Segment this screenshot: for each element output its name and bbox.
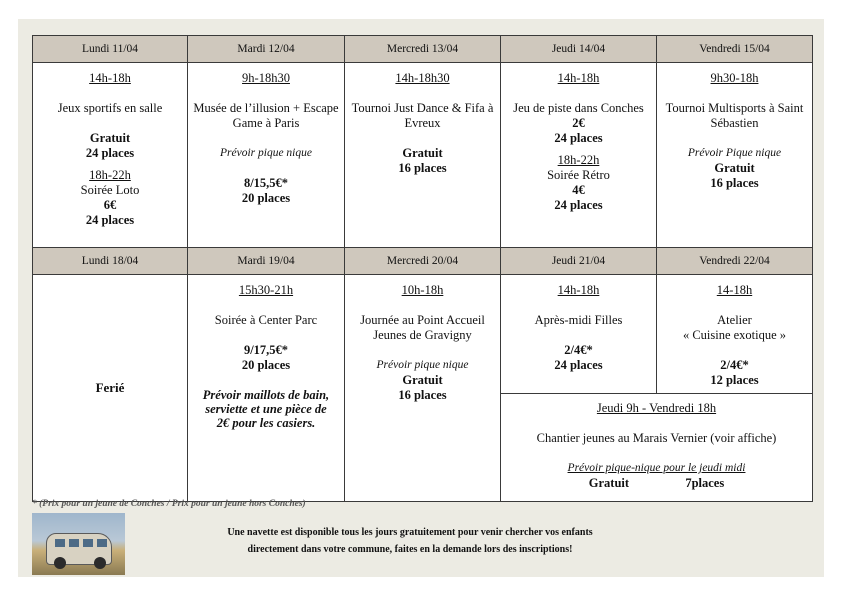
activity-time: 14h-18h30 — [395, 71, 450, 85]
activity-time: 18h-22h — [89, 168, 131, 182]
van-photo — [32, 513, 125, 575]
activity-price: 6€ — [103, 198, 117, 212]
activity-title: Jeux sportifs en salle — [57, 101, 163, 115]
header-day: Jeudi 21/04 — [501, 248, 657, 275]
activity-cell-tue-19 — [188, 275, 345, 502]
header-day: Mardi 19/04 — [188, 248, 345, 275]
activity-title: Tournoi Multisports à Saint Sébastien — [665, 101, 804, 130]
activity-title: Jeu de piste dans Conches — [513, 101, 644, 115]
header-day: Mardi 12/04 — [188, 36, 345, 63]
header-day: Mercredi 13/04 — [345, 36, 501, 63]
activity-title: Soirée Rétro — [547, 168, 610, 182]
activity-cell-fri-22 — [657, 275, 813, 394]
activity-note: Prévoir Pique nique — [687, 147, 782, 159]
activity-price: 8/15,5€* — [243, 176, 289, 190]
activity-places: 24 places — [554, 198, 603, 212]
activity-cell-mon-18 — [33, 275, 188, 502]
activity-price: Gratuit — [89, 131, 131, 145]
activity-places: 24 places — [554, 131, 603, 145]
activity-note: Prévoir pique-nique pour le jeudi midi — [567, 462, 746, 474]
activity-time: 15h30-21h — [238, 283, 294, 297]
activity-time: 10h-18h — [401, 283, 444, 297]
activity-price-places — [503, 476, 810, 491]
activity-title: Tournoi Just Dance & Fifa à Evreux — [351, 101, 494, 130]
activity-cell-tue-12 — [188, 63, 345, 248]
activity-cell-mon-11 — [33, 63, 188, 248]
week2-header-row — [33, 248, 813, 275]
activity-places: 16 places — [398, 388, 447, 402]
activity-price: 2/4€* — [564, 343, 593, 357]
activity-cell-thu-14 — [501, 63, 657, 248]
activity-time: 14h-18h — [557, 283, 600, 297]
activity-places: 24 places — [554, 358, 603, 372]
activity-title: « Cuisine exotique » — [682, 328, 787, 342]
shuttle-line: directement dans votre commune, faites en la demande lors des inscriptions! — [247, 544, 573, 555]
activity-places: 20 places — [241, 191, 291, 205]
header-day: Mercredi 20/04 — [345, 248, 501, 275]
header-day: Vendredi 15/04 — [657, 36, 813, 63]
activity-time: 9h-18h30 — [242, 71, 290, 85]
schedule-table — [32, 35, 813, 502]
activity-price: 9/17,5€* — [243, 343, 289, 357]
activity-note: Prévoir pique nique — [376, 359, 469, 371]
activity-title: Soirée à Center Parc — [214, 313, 318, 327]
activity-cell-chantier — [501, 394, 813, 502]
activity-time: 9h30-18h — [710, 71, 759, 85]
activity-cell-thu-21 — [501, 275, 657, 394]
shuttle-line: Une navette est disponible tous les jours gratuitement pour venir chercher vos enfants — [227, 527, 593, 538]
activity-places: 24 places — [85, 213, 135, 227]
activity-time: 14-18h — [716, 283, 753, 297]
activity-cell-wed-20 — [345, 275, 501, 502]
activity-time: Jeudi 9h - Vendredi 18h — [596, 401, 717, 415]
activity-title: Chantier jeunes au Marais Vernier (voir affiche) — [536, 431, 777, 445]
activity-places: 12 places — [710, 373, 759, 387]
holiday-label: Ferié — [95, 380, 125, 395]
activity-places: 24 places — [85, 146, 135, 160]
activity-note: Prévoir pique nique — [220, 147, 312, 159]
activity-title: Musée de l’illusion + Escape Game à Paris — [193, 101, 339, 130]
activity-price: 4€ — [572, 183, 585, 197]
activity-places: 7places — [685, 476, 725, 490]
activity-price: Gratuit — [402, 146, 443, 160]
activity-cell-wed-13 — [345, 63, 501, 248]
activity-warning: Prévoir maillots de bain, serviette et une pièce de 2€ pour les casiers. — [202, 388, 330, 430]
week1-activities-row — [33, 63, 813, 248]
activity-places: 16 places — [710, 176, 759, 190]
header-day: Lundi 11/04 — [33, 36, 188, 63]
activity-title: Journée au Point Accueil Jeunes de Gravigny — [360, 313, 485, 342]
header-day: Jeudi 14/04 — [501, 36, 657, 63]
activity-places: 16 places — [398, 161, 447, 175]
week2-activities-row-top — [33, 275, 813, 394]
activity-title: Après-midi Filles — [534, 313, 623, 327]
activity-time: 14h-18h — [89, 71, 131, 85]
activity-price: Gratuit — [402, 373, 443, 387]
header-day: Lundi 18/04 — [33, 248, 188, 275]
shuttle-notice — [170, 524, 650, 558]
activity-time: 14h-18h — [557, 71, 600, 85]
activity-price: Gratuit — [588, 476, 630, 490]
activity-title: Soirée Loto — [80, 183, 140, 197]
activity-places: 20 places — [241, 358, 291, 372]
activity-price: 2/4€* — [720, 358, 749, 372]
week1-header-row — [33, 36, 813, 63]
activity-price: Gratuit — [714, 161, 755, 175]
activity-price: 2€ — [572, 116, 585, 130]
header-day: Vendredi 22/04 — [657, 248, 813, 275]
activity-time: 18h-22h — [557, 153, 600, 167]
activity-cell-fri-15 — [657, 63, 813, 248]
activity-title: Atelier — [717, 313, 752, 327]
price-footnote: * (Prix pour un jeune de Conches / Prix pour un jeune hors Conches) — [32, 499, 306, 509]
